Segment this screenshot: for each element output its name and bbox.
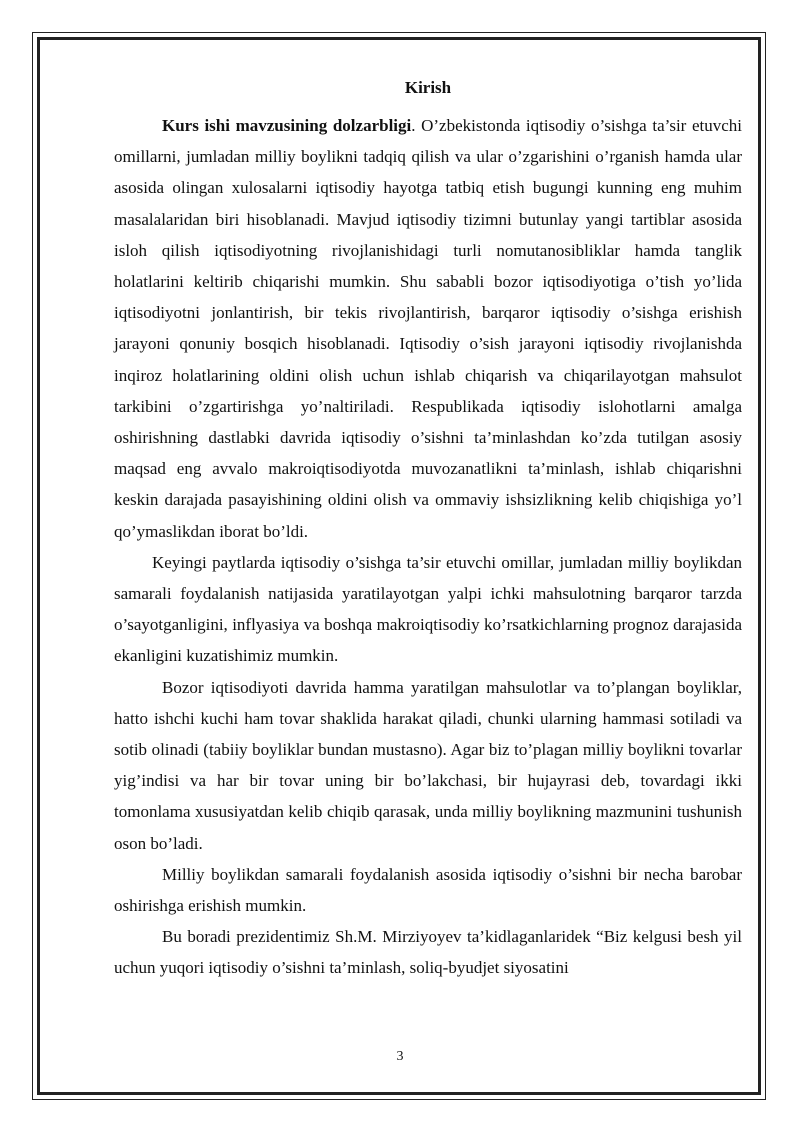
paragraph-relevance xyxy=(114,110,742,547)
paragraph: Keyingi paytlarda iqtisodiy o’sishga ta’sir etuvchi omillar, jumladan milliy boylikdan samarali foydalanish natijasida yaratilayotgan yalpi ichki mahsulotning barqaror tarzda o’sayotganligini, inflyasiya va boshqa makroiqtisodiy ko’rsatkichlarning prognoz darajasida ekanligini kuzatishimiz mumkin. xyxy=(114,552,742,666)
paragraph-lead: Kurs ishi mavzusining dolzarbligi xyxy=(162,116,412,135)
paragraph: Bozor iqtisodiyoti davrida hamma yaratilgan mahsulotlar va to’plangan boyliklar, hatto ishchi kuchi ham tovar shaklida harakat qiladi, chunki ularning hammasi sotiladi va sotib olinadi (tabiiy boyliklar bundan mustasno). Agar biz to’plagan milliy boylikni tovarlar yig’indisi va har bir tovar uning bir bo’lakchasi, bir hujayrasi deb, tovardagi ikki tomonlama xususiyatdan kelib chiqib qarasak, unda milliy boylikning mazmunini tushunish oson bo’ladi. xyxy=(114,677,742,853)
paragraph: Bu boradi prezidentimiz Sh.M. Mirziyoyev ta’kidlaganlaridek “Biz kelgusi besh yil uchun yuqori iqtisodiy o’sishni ta’minlash, soliq-byudjet siyosatini xyxy=(114,927,742,978)
page-title: Kirish xyxy=(404,78,452,97)
document-body xyxy=(114,74,742,984)
paragraph: Milliy boylikdan samarali foydalanish asosida iqtisodiy o’sishni bir necha barobar oshirishga erishish mumkin. xyxy=(114,864,742,916)
page-number: 3 xyxy=(396,1049,404,1064)
paragraph-text: . O’zbekistonda iqtisodiy o’sishga ta’sir etuvchi omillarni, jumladan milliy boylikni tadqiq qilish va ular o’zgarishini o’rganish hamda ular asosida olingan xulosalarni iqtisodiy hayotga tatbiq etish bugungi kunning eng muhim masalalaridan biri hisoblanadi. Mavjud iqtisodiy tizimni butunlay yangi tartiblar asosida isloh qilish iqtisodiyotning rivojlanishidagi turli nomutanosibliklar hamda tanglik holatlarini keltirib chiqarishi mumkin. Shu sababli bozor iqtisodiyotiga o’tish yo’lida iqtisodiyotni jonlantirish, bir tekis rivojlantirish, barqaror iqtisodiy o’sishga erishish jarayoni qonuniy bosqich hisoblanadi. Iqtisodiy o’sish jarayoni iqtisodiy rivojlanishda inqiroz holatlarining oldini olish uchun ishlab chiqarish va chiqarilayotgan mahsulot tarkibini o’zgartirishga yo’naltiriladi. Respublikada iqtisodiy islohotlarni amalga oshirishning dastlabki davrida iqtisodiy o’sishni ta’minlashdan ko’zda tutilgan asosiy maqsad eng avvalo makroiqtisodiyotda muvozanatlikni ta’minlash, ishlab chiqarishni keskin darajada pasayishining oldini olish va ommaviy ishsizlikning kelib chiqishiga yo’l qo’ymaslikdan iborat bo’ldi. xyxy=(114,116,742,541)
